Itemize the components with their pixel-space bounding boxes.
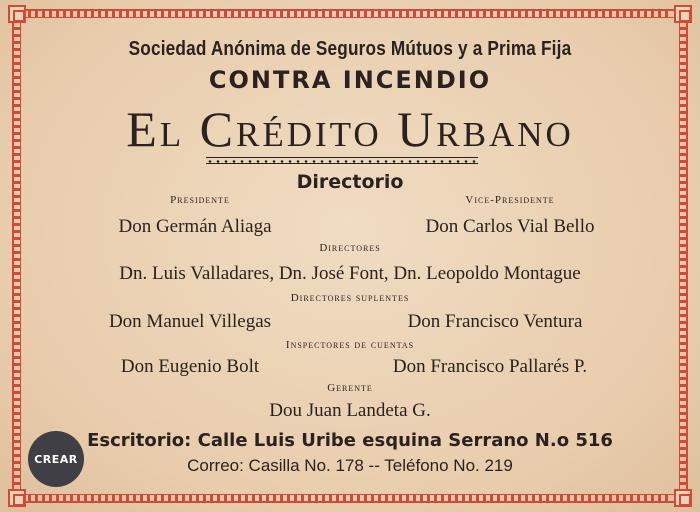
directores-label: Directores (319, 242, 381, 254)
corner-ornament-bottom-right (674, 489, 692, 507)
border-ornament-left (14, 27, 20, 487)
presidente-label: Presidente (170, 194, 230, 206)
inspector-name-2: Don Francisco Pallarés P. (392, 356, 588, 377)
society-heading: Sociedad Anónima de Seguros Mútuos y a Prima Fija (128, 38, 572, 60)
corner-ornament-bottom-left (8, 489, 26, 507)
inspectores-label: Inspectores de cuentas (285, 339, 415, 351)
company-name-title: El Crédito Urbano (126, 101, 574, 157)
escritorio-address: Escritorio: Calle Luis Uribe esquina Serrano N.o 516 (87, 430, 613, 451)
presidente-name: Don Germán Aliaga (118, 216, 272, 237)
directores-names: Dn. Luis Valladares, Dn. José Font, Dn. Leopoldo Montague (119, 263, 581, 284)
corner-ornament-top-right (674, 5, 692, 23)
inspector-name-1: Don Eugenio Bolt (120, 356, 260, 377)
suplente-name-1: Don Manuel Villegas (108, 311, 272, 332)
correo-telefono: Correo: Casilla No. 178 -- Teléfono No. 219 (187, 456, 513, 475)
directorio-heading: Directorio (296, 171, 404, 193)
gerente-name: Dou Juan Landeta G. (269, 400, 431, 421)
contra-incendio-heading: CONTRA INCENDIO (208, 66, 492, 94)
border-ornament-top (28, 11, 672, 17)
vice-presidente-name: Don Carlos Vial Bello (425, 216, 595, 237)
decorative-divider (206, 157, 478, 164)
border-ornament-bottom (28, 495, 672, 501)
gerente-label: Gerente (327, 382, 373, 394)
directores-suplentes-label: Directores suplentes (290, 292, 410, 304)
suplente-name-2: Don Francisco Ventura (407, 311, 583, 332)
vice-presidente-label: Vice-Presidente (465, 194, 555, 206)
corner-ornament-top-left (8, 5, 26, 23)
crear-logo-text: CREAR (34, 452, 78, 466)
border-ornament-right (680, 27, 686, 487)
crear-logo (28, 431, 84, 487)
